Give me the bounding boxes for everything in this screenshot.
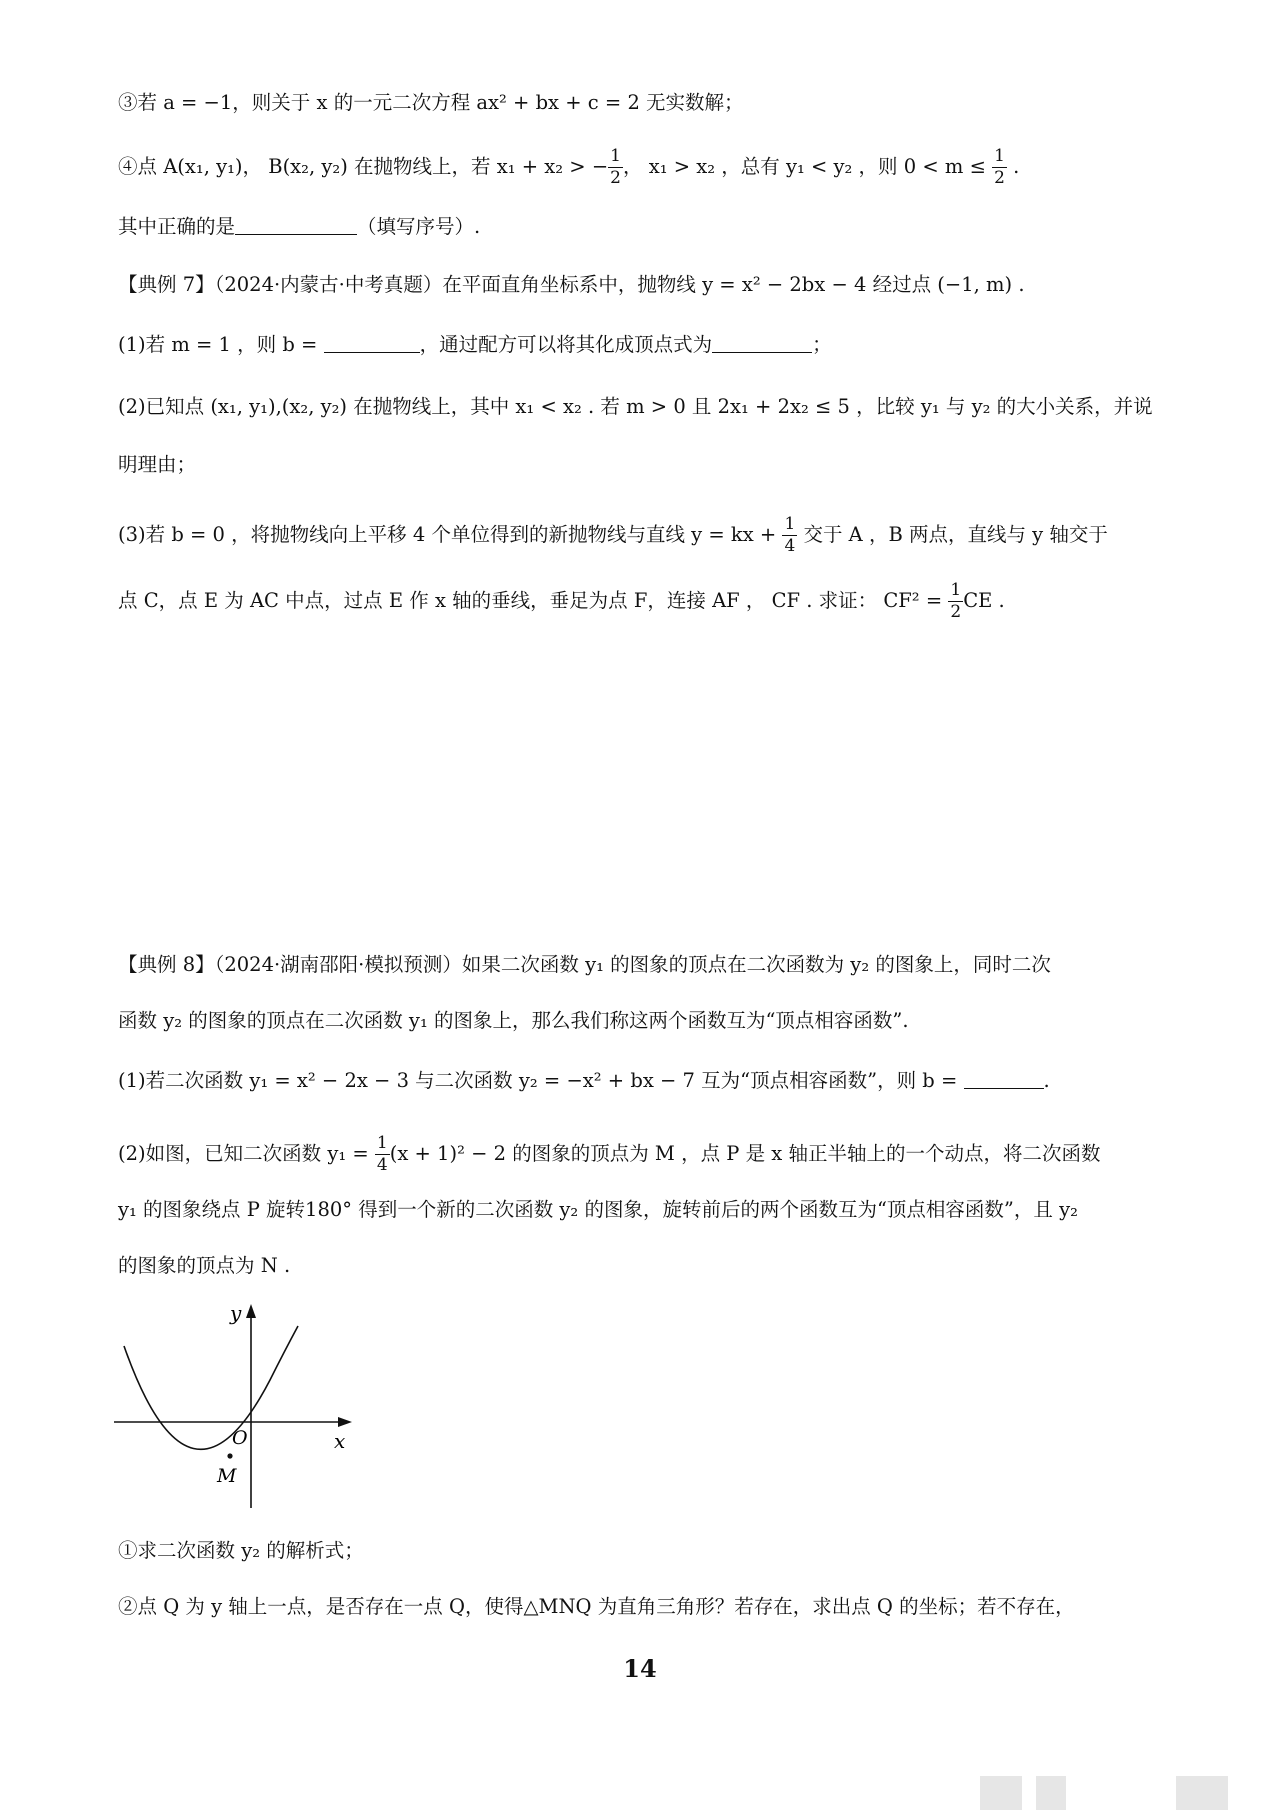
example-7-part-1: [118, 330, 1180, 360]
question-2: ②点 Q 为 y 轴上一点，是否存在一点 Q，使得△MNQ 为直角三角形？若存在，求出点 Q 的坐标；若不存在，: [118, 1595, 1075, 1618]
e8-part-1-text-b: .: [1043, 1069, 1050, 1092]
y-axis-arrow: [246, 1304, 256, 1318]
fraction-denominator: 4: [784, 536, 796, 556]
example-8-part-1: [118, 1066, 1180, 1096]
scan-edge-artifact: [1176, 1776, 1228, 1810]
fraction-numerator: 1: [784, 514, 796, 534]
fraction-denominator: 4: [376, 1155, 388, 1175]
example-8-part-2-cont-2: 的图象的顶点为 N .: [118, 1254, 291, 1277]
statement-4-text-c: .: [1006, 155, 1020, 178]
example-7-part-3-cont: [118, 580, 1180, 623]
fraction-half-3: [948, 580, 963, 623]
example-8-heading: 【典例 8】（2024·湖南邵阳·模拟预测）如果二次函数 y₁ 的图象的顶点在二次函数为 y₂ 的图象上，同时二次: [118, 953, 1051, 976]
answer-prompt: 其中正确的是: [118, 215, 236, 238]
statement-3: ③若 a = −1，则关于 x 的一元二次方程 ax² + bx + c = 2 无实数解；: [118, 91, 744, 114]
page-number: 14: [623, 1654, 657, 1683]
e8-part-2-text-b: (x + 1)² − 2 的图象的顶点为 M ，点 P 是 x 轴正半轴上的一个动点，将二次函数: [389, 1142, 1101, 1165]
part-3-cont-text-b: CE .: [963, 589, 1005, 612]
b-value-blank[interactable]: [324, 332, 420, 353]
example-8-part-2: [118, 1133, 1180, 1176]
x-axis-label: x: [334, 1429, 346, 1453]
y-axis-label: y: [230, 1301, 242, 1325]
part-3-text-b: 交于 A ，B 两点，直线与 y 轴交于: [797, 523, 1108, 546]
example-7-heading: 【典例 7】（2024·内蒙古·中考真题）在平面直角坐标系中，抛物线 y = x² − 2bx − 4 经过点 (−1, m) .: [118, 273, 1025, 296]
part-3-cont-text-a: 点 C，点 E 为 AC 中点，过点 E 作 x 轴的垂线，垂足为点 F，连接 AF ， CF . 求证： CF² =: [118, 589, 949, 612]
fraction-denominator: 2: [610, 168, 621, 188]
vertex-form-blank[interactable]: [712, 332, 812, 353]
example-7-part-2: (2)已知点 (x₁, y₁),(x₂, y₂) 在抛物线上，其中 x₁ < x₂ . 若 m > 0 且 2x₁ + 2x₂ ≤ 5 ，比较 y₁ 与 y₂ 的大小关系，并说: [118, 395, 1153, 418]
part-1-text-c: ；: [812, 333, 832, 356]
fraction-numerator: 1: [610, 146, 621, 166]
b-answer-blank[interactable]: [964, 1068, 1044, 1089]
answer-hint: （填写序号）.: [357, 215, 481, 238]
e8-part-1-text-a: (1)若二次函数 y₁ = x² − 2x − 3 与二次函数 y₂ = −x² + bx − 7 互为“顶点相容函数”，则 b =: [118, 1069, 964, 1092]
scan-edge-artifact: [1036, 1776, 1066, 1810]
x-axis-arrow: [338, 1417, 352, 1427]
fraction-half-1: [608, 146, 623, 189]
answer-blank[interactable]: [235, 214, 357, 235]
e8-part-2-text-a: (2)如图，已知二次函数 y₁ =: [118, 1142, 375, 1165]
question-1: ①求二次函数 y₂ 的解析式；: [118, 1539, 364, 1562]
fraction-numerator: 1: [376, 1133, 388, 1153]
parabola-curve: [124, 1326, 298, 1449]
fraction-quarter-1: [782, 514, 797, 557]
fraction-numerator: 1: [994, 146, 1005, 166]
part-1-text-a: (1)若 m = 1 ，则 b =: [118, 333, 324, 356]
fraction-denominator: 2: [994, 168, 1005, 188]
fraction-quarter-2: [375, 1133, 390, 1176]
parabola-figure: [112, 1298, 362, 1510]
part-3-text-a: (3)若 b = 0 ，将抛物线向上平移 4 个单位得到的新抛物线与直线 y = kx +: [118, 523, 783, 546]
vertex-m-label: M: [217, 1465, 237, 1487]
statement-4-text-b: ， x₁ > x₂ ，总有 y₁ < y₂ ，则 0 < m ≤: [623, 155, 993, 178]
statement-4: [118, 146, 1180, 189]
answer-line: [118, 212, 1180, 242]
fraction-denominator: 2: [950, 602, 962, 622]
fraction-half-2: [992, 146, 1007, 189]
example-7-part-3: [118, 514, 1180, 557]
statement-4-text-a: ④点 A(x₁, y₁)， B(x₂, y₂) 在抛物线上，若 x₁ + x₂ > −: [118, 155, 609, 178]
part-1-text-b: ，通过配方可以将其化成顶点式为: [419, 333, 713, 356]
scan-edge-artifact: [980, 1776, 1022, 1810]
example-8-heading-cont: 函数 y₂ 的图象的顶点在二次函数 y₁ 的图象上，那么我们称这两个函数互为“顶点相容函数”.: [118, 1009, 909, 1032]
example-8-part-2-cont: y₁ 的图象绕点 P 旋转180° 得到一个新的二次函数 y₂ 的图象，旋转前后的两个函数互为“顶点相容函数”，且 y₂: [118, 1198, 1078, 1221]
example-7-part-2-cont: 明理由；: [118, 453, 197, 476]
fraction-numerator: 1: [950, 580, 962, 600]
origin-label: O: [232, 1427, 248, 1449]
vertex-m-point: [227, 1453, 232, 1458]
